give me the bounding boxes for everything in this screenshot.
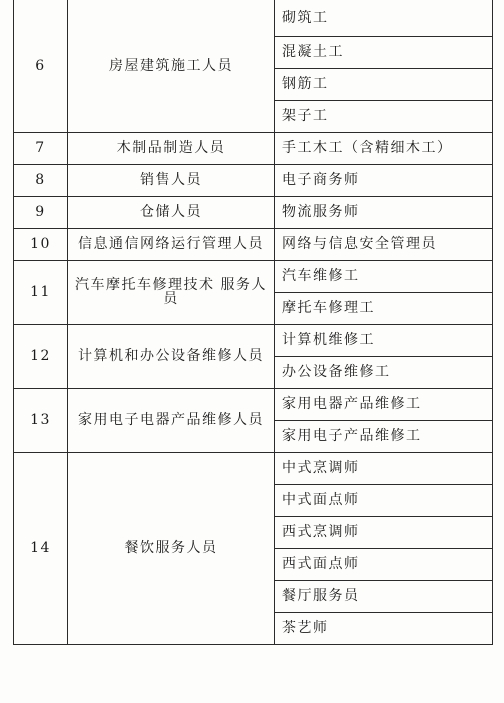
category-cell: 计算机和办公设备维修人员 <box>68 324 275 388</box>
row-number-cell: 8 <box>14 164 68 196</box>
category-cell: 销售人员 <box>68 164 275 196</box>
table-row <box>14 164 493 196</box>
category-cell: 餐饮服务人员 <box>68 452 275 644</box>
row-number-cell: 10 <box>14 228 68 260</box>
occupation-table <box>13 0 493 645</box>
row-number-cell: 7 <box>14 132 68 164</box>
category-cell: 信息通信网络运行管理人员 <box>68 228 275 260</box>
occupation-cell: 架子工 <box>275 100 493 132</box>
table-row <box>14 0 493 36</box>
occupation-cell: 网络与信息安全管理员 <box>275 228 493 260</box>
occupation-cell: 砌筑工 <box>275 0 493 36</box>
row-number-cell: 14 <box>14 452 68 644</box>
row-number-cell: 11 <box>14 260 68 324</box>
table-row <box>14 132 493 164</box>
category-cell: 仓储人员 <box>68 196 275 228</box>
row-number-cell: 9 <box>14 196 68 228</box>
table-row <box>14 388 493 420</box>
row-number-cell: 12 <box>14 324 68 388</box>
occupation-cell: 计算机维修工 <box>275 324 493 356</box>
category-cell: 房屋建筑施工人员 <box>68 0 275 132</box>
row-number-cell: 13 <box>14 388 68 452</box>
occupation-cell: 茶艺师 <box>275 612 493 644</box>
occupation-cell: 钢筋工 <box>275 68 493 100</box>
occupation-cell: 混凝土工 <box>275 36 493 68</box>
category-cell: 汽车摩托车修理技术 服务人员 <box>68 260 275 324</box>
table-row <box>14 260 493 292</box>
occupation-cell: 办公设备维修工 <box>275 356 493 388</box>
table-row <box>14 452 493 484</box>
occupation-cell: 西式烹调师 <box>275 516 493 548</box>
occupation-cell: 摩托车修理工 <box>275 292 493 324</box>
occupation-table-body <box>14 0 493 644</box>
category-cell: 家用电子电器产品维修人员 <box>68 388 275 452</box>
occupation-cell: 汽车维修工 <box>275 260 493 292</box>
occupation-cell: 家用电器产品维修工 <box>275 388 493 420</box>
occupation-cell: 手工木工（含精细木工） <box>275 132 493 164</box>
table-row <box>14 324 493 356</box>
occupation-cell: 中式面点师 <box>275 484 493 516</box>
row-number-cell: 6 <box>14 0 68 132</box>
table-row <box>14 196 493 228</box>
occupation-cell: 餐厅服务员 <box>275 580 493 612</box>
occupation-cell: 物流服务师 <box>275 196 493 228</box>
occupation-cell: 电子商务师 <box>275 164 493 196</box>
table-row <box>14 228 493 260</box>
occupation-cell: 家用电子产品维修工 <box>275 420 493 452</box>
occupation-cell: 中式烹调师 <box>275 452 493 484</box>
occupation-cell: 西式面点师 <box>275 548 493 580</box>
category-cell: 木制品制造人员 <box>68 132 275 164</box>
